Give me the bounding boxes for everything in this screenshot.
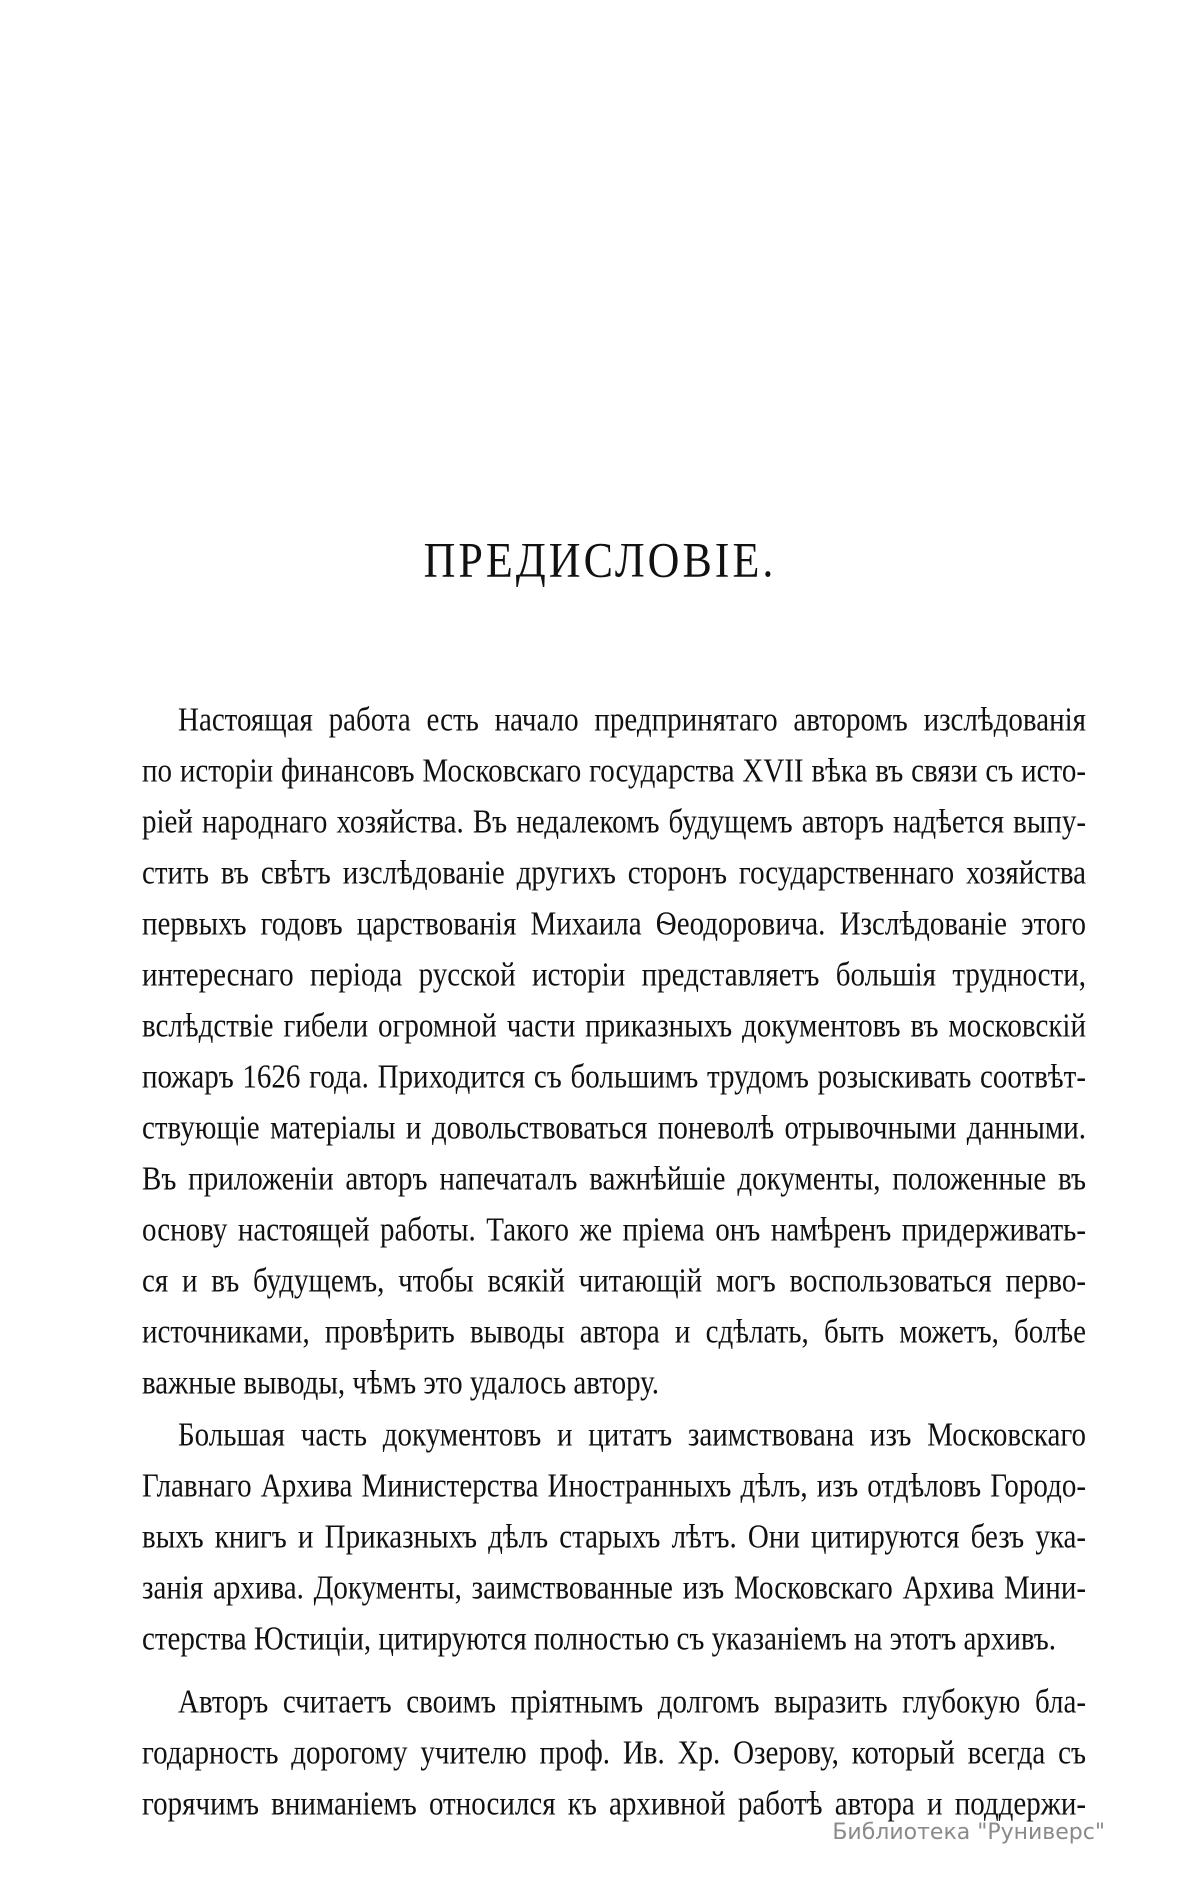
page-title: ПРЕДИСЛОВІЕ. bbox=[423, 533, 777, 588]
text-line: вслѣдствіе гибели огромной части приказныхъ документовъ въ московскій bbox=[142, 1007, 1086, 1045]
text-line: интереснаго періода русской исторіи представляетъ большія трудности, bbox=[142, 956, 1086, 994]
text-line: источниками, провѣрить выводы автора и сдѣлать, быть можетъ, болѣе bbox=[142, 1313, 1086, 1351]
text-line: ся и въ будущемъ, чтобы всякій читающій могъ воспользоваться перво- bbox=[142, 1262, 1086, 1300]
library-watermark: Библиотека "Руниверс" bbox=[832, 1820, 1105, 1845]
text-line: важные выводы, чѣмъ это удалось автору. bbox=[142, 1364, 660, 1402]
text-line: Главнаго Архива Министерства Иностранныхъ дѣлъ, изъ отдѣловъ Городо- bbox=[142, 1467, 1086, 1505]
text-line: занія архива. Документы, заимствованные изъ Московскаго Архива Мини- bbox=[142, 1569, 1086, 1607]
text-line: Большая часть документовъ и цитатъ заимствована изъ Московскаго bbox=[178, 1416, 1086, 1454]
text-line: ріей народнаго хозяйства. Въ недалекомъ будущемъ авторъ надѣется выпу- bbox=[142, 803, 1086, 841]
text-line: основу настоящей работы. Такого же пріема онъ намѣренъ придерживать- bbox=[142, 1211, 1086, 1249]
text-line: первыхъ годовъ царствованія Михаила Ѳеодоровича. Изслѣдованіе этого bbox=[142, 905, 1086, 943]
paragraph-2 bbox=[142, 1410, 1086, 1665]
text-line: выхъ книгъ и Приказныхъ дѣлъ старыхъ лѣтъ. Они цитируются безъ ука- bbox=[142, 1518, 1086, 1556]
text-line: пожаръ 1626 года. Приходится съ большимъ трудомъ розыскивать соотвѣт- bbox=[142, 1058, 1086, 1096]
text-line: Въ приложеніи авторъ напечаталъ важнѣйшіе документы, положенные въ bbox=[142, 1160, 1086, 1198]
text-line: Авторъ считаетъ своимъ пріятнымъ долгомъ выразить глубокую бла- bbox=[178, 1683, 1086, 1721]
text-line: стить въ свѣтъ изслѣдованіе другихъ сторонъ государственнаго хозяйства bbox=[142, 854, 1086, 892]
paragraph-3 bbox=[142, 1677, 1086, 1830]
text-line: Настоящая работа есть начало предпринятаго авторомъ изслѣдованія bbox=[178, 701, 1086, 739]
text-line: по исторіи финансовъ Московскаго государства XVII вѣка въ связи съ исто- bbox=[142, 752, 1086, 790]
text-line: горячимъ вниманіемъ относился къ архивной работѣ автора и поддержи- bbox=[142, 1785, 1086, 1823]
text-line: годарность дорогому учителю проф. Ив. Хр. Озерову, который всегда съ bbox=[142, 1734, 1086, 1772]
text-line: ствующіе матеріалы и довольствоваться поневолѣ отрывочными данными. bbox=[142, 1109, 1086, 1147]
paragraph-1 bbox=[142, 695, 1086, 1409]
text-line: стерства Юстиціи, цитируются полностью съ указаніемъ на этотъ архивъ. bbox=[142, 1620, 1057, 1658]
